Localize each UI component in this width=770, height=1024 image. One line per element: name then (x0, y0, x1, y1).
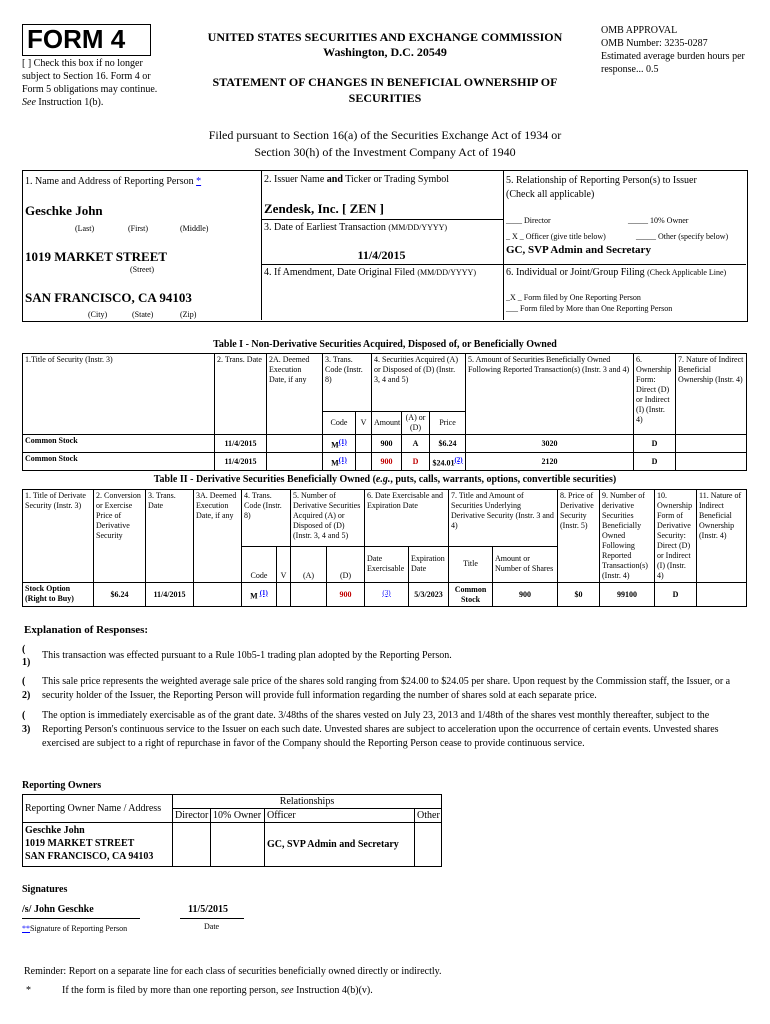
t2-title-a: Table II - Derivative Securities Beneficially Owned ( (153, 474, 376, 485)
reporting-city: SAN FRANCISCO, CA 94103 (25, 290, 192, 305)
t2-sh-a: (A) (291, 546, 327, 582)
t1-r1-price: $24.01 (432, 458, 455, 468)
table-row (23, 583, 747, 607)
checkbox-instr: Instruction 1(b). (38, 97, 104, 108)
t1-r0-nature (676, 435, 747, 453)
t2-r-form: D (655, 583, 697, 607)
t1-r1-code-cell (323, 453, 356, 471)
label-state: (State) (132, 310, 154, 319)
t1-r1-fn[interactable]: (1) (338, 455, 347, 464)
box6-label-text: 6. Individual or Joint/Group Filing (506, 267, 645, 278)
t2-h-owned: 9. Number of derivative Securities Beneficially Owned Following Reported Transaction(s) (Instr. 4) (600, 490, 655, 583)
t1-r1-title: Common Stock (23, 453, 215, 471)
label-street: (Street) (130, 265, 154, 274)
t2-title-eg: e.g. (375, 474, 391, 485)
t1-r1-nature (676, 453, 747, 471)
issuer-name: Zendesk, Inc. [ ZEN ] (264, 201, 384, 216)
rel-ten-pct[interactable]: _____ 10% Owner (628, 216, 689, 225)
t1-h-acquired: 4. Securities Acquired (A) or Disposed of (D) (Instr. 3, 4 and 5) (372, 354, 466, 412)
table-row (23, 435, 747, 453)
t2-r-title: Stock Option (Right to Buy) (23, 583, 94, 607)
box2-label-b: Ticker or Trading Symbol (345, 174, 450, 185)
t2-sh-title: Title (449, 546, 493, 582)
owner-city: SAN FRANCISCO, CA 94103 (25, 851, 154, 862)
footer-star: * (26, 985, 31, 996)
t2-h-form: 10. Ownership Form of Derivative Security: Direct (D) or Indirect (I) (Instr. 4) (655, 490, 697, 583)
t2-r-deemed (194, 583, 242, 607)
t2-r-v (277, 583, 291, 607)
box3-label (264, 222, 447, 233)
owners-heading: Reporting Owners (22, 780, 102, 791)
t1-h-nature: 7. Nature of Indirect Beneficial Ownership (Instr. 4) (676, 354, 747, 435)
t1-h-form: 6. Ownership Form: Direct (D) or Indirect (I) (Instr. 4) (634, 354, 676, 435)
t1-r0-v (356, 435, 372, 453)
divider-h3 (261, 219, 503, 220)
box3-label-text: 3. Date of Earliest Transaction (264, 222, 386, 233)
signature-date: 11/5/2015 (188, 904, 229, 915)
t2-r-d: 900 (327, 583, 365, 607)
note-1-num: ( 1) (22, 644, 31, 668)
t2-sh-exp: Expiration Date (409, 546, 449, 582)
t2-h-number: 5. Number of Derivative Securities Acquired (A) or Disposed of (D) (Instr. 3, 4 and 5) (291, 490, 365, 547)
t2-r-code-fn[interactable]: (1) (259, 588, 268, 597)
sig-label: Signature of Reporting Person (30, 924, 128, 933)
box4-label-text: 4. If Amendment, Date Original Filed (264, 267, 415, 278)
owner-address (23, 823, 173, 867)
t1-r0-code: M (331, 440, 339, 450)
t1-h-title: 1.Title of Security (Instr. 3) (23, 354, 215, 435)
t1-r1-price-fn[interactable]: (2) (454, 455, 463, 464)
table2-title (0, 474, 770, 485)
t1-r0-code-cell (323, 435, 356, 453)
t1-sh-code: Code (323, 412, 356, 435)
t1-r1-amount: 900 (372, 453, 402, 471)
divider-v2 (503, 170, 504, 320)
t1-sh-price: Price (430, 412, 466, 435)
box3-format: (MM/DD/YYYY) (388, 223, 448, 232)
t1-r1-ad: D (402, 453, 430, 471)
agency-name: UNITED STATES SECURITIES AND EXCHANGE COMMISSION (207, 30, 563, 44)
label-city: (City) (88, 310, 108, 319)
t2-h-deemed: 3A. Deemed Execution Date, if any (194, 490, 242, 583)
table2 (22, 489, 747, 607)
owner-name: Geschke John (25, 825, 85, 836)
t2-sh-exer: Date Exercisable (365, 546, 409, 582)
t2-r-exp: 5/3/2023 (409, 583, 449, 607)
box1-star[interactable]: * (196, 176, 202, 187)
note-1-text: This transaction was effected pursuant to a Rule 10b5-1 trading plan adopted by the Reporting Person. (42, 650, 452, 661)
t1-r1-owned: 2120 (466, 453, 634, 471)
officer-title: GC, SVP Admin and Secretary (506, 244, 651, 256)
signer-name: /s/ John Geschke (22, 904, 94, 915)
owner-street: 1019 MARKET STREET (25, 838, 135, 849)
box6-label (506, 267, 726, 278)
box2-label-a: 2. Issuer Name (264, 174, 325, 185)
note-3-text: The option is immediately exercisable as of the grant date. 3/48ths of the shares vested on July 23, 2013 and 1/48th of the shares vest monthly thereafter, subject to the Reporting Person's continuous service to the Issuer on each such date. Unvested shares are subject to acceleration upon the occurrence of certain events. Unvested shares exercised are subject to a right of repurchase in favor of the Company should the Reporting Person cease to provide continuous service. (42, 710, 719, 749)
note-3 (22, 709, 750, 751)
t1-r0-amount: 900 (372, 435, 402, 453)
t2-r-und-amount: 900 (493, 583, 558, 607)
owners-col-director: Director (173, 809, 211, 823)
reporting-street: 1019 MARKET STREET (25, 249, 168, 264)
box5-label-text: 5. Relationship of Reporting Person(s) to Issuer (506, 175, 697, 186)
note-2-num: ( 2) (22, 676, 31, 701)
label-zip: (Zip) (180, 310, 197, 319)
star-see: see (280, 985, 294, 996)
t1-r0-ad: A (402, 435, 430, 453)
owners-col-name: Reporting Owner Name / Address (23, 795, 173, 823)
date-line (180, 918, 244, 919)
divider-h4 (261, 264, 746, 265)
explanation-heading: Explanation of Responses: (24, 624, 149, 636)
sig-stars[interactable]: ** (22, 924, 30, 933)
t2-h-title: 1. Title of Derivate Security (Instr. 3) (23, 490, 94, 583)
t1-r1-v (356, 453, 372, 471)
box5-label (506, 174, 744, 202)
rel-other[interactable]: _____ Other (specify below) (636, 232, 729, 241)
box2-label (264, 174, 449, 185)
t1-r1-code: M (331, 458, 339, 468)
omb-burden: Estimated average burden hours per response... 0.5 (601, 51, 745, 75)
t1-r0-price: $6.24 (430, 435, 466, 453)
t2-r-a (291, 583, 327, 607)
box4-format: (MM/DD/YYYY) (417, 268, 476, 277)
t1-h-date: 2. Trans. Date (215, 354, 267, 435)
t2-r-exer-cell (365, 583, 409, 607)
statement-title: STATEMENT OF CHANGES IN BENEFICIAL OWNERSHIP OF SECURITIES (212, 75, 558, 105)
reporting-name: Geschke John (25, 203, 103, 218)
omb-block (601, 24, 751, 76)
filed-pursuant-2: Section 30(h) of the Investment Company Act of 1940 (254, 145, 516, 159)
t1-r1-price-cell (430, 453, 466, 471)
owners-col-ten: 10% Owner (211, 809, 265, 823)
t1-r0-deemed (267, 435, 323, 453)
owner-other (415, 823, 442, 867)
footer-star-note (62, 985, 373, 996)
star-text-a: If the form is filed by more than one reporting person, (62, 985, 279, 996)
t2-r-code: M (250, 591, 258, 601)
note-1 (22, 643, 750, 668)
label-middle: (Middle) (180, 224, 209, 233)
section16-checkbox-text[interactable] (22, 57, 172, 109)
owner-ten (211, 823, 265, 867)
box6-sub: (Check Applicable Line) (647, 268, 727, 277)
filed-pursuant-1: Filed pursuant to Section 16(a) of the Securities Exchange Act of 1934 or (208, 128, 562, 142)
note-2 (22, 675, 750, 703)
t1-r0-title: Common Stock (23, 435, 215, 453)
owners-col-officer: Officer (265, 809, 415, 823)
checkbox-text: [ ] Check this box if no longer subject to Section 16. Form 4 or Form 5 obligations may continue. (22, 58, 158, 95)
signature-label (22, 924, 127, 933)
star-text-b: Instruction 4(b)(v). (296, 985, 373, 996)
owner-director (173, 823, 211, 867)
box2-label-and: and (326, 174, 343, 185)
t2-sh-code: Code (242, 546, 277, 582)
box5-sub: (Check all applicable) (506, 189, 595, 200)
t2-h-conv: 2. Conversion or Exercise Price of Derivative Security (94, 490, 146, 583)
t2-h-exer: 6. Date Exercisable and Expiration Date (365, 490, 449, 547)
omb-number: OMB Number: 3235-0287 (601, 38, 708, 49)
t1-sh-ad: (A) or (D) (402, 412, 430, 435)
earliest-date: 11/4/2015 (357, 248, 406, 262)
table1-title: Table I - Non-Derivative Securities Acquired, Disposed of, or Beneficially Owned (213, 339, 557, 350)
filing-more-person[interactable]: ___ Form filed by More than One Reporting Person (506, 304, 673, 313)
note-3-num: ( 3) (22, 710, 31, 735)
t1-h-deemed: 2A. Deemed Execution Date, if any (267, 354, 323, 435)
t2-sh-v: V (277, 546, 291, 582)
table1 (22, 353, 747, 471)
checkbox-see: See (22, 97, 36, 108)
form-title: FORM 4 (27, 24, 126, 54)
box4-label (264, 267, 476, 278)
t2-r-dprice: $0 (558, 583, 600, 607)
date-label: Date (204, 922, 220, 931)
filing-one-person[interactable]: _X _ Form filed by One Reporting Person (506, 293, 641, 302)
table-row (23, 453, 747, 471)
table-row (23, 823, 442, 867)
rel-officer[interactable]: _ X _ Officer (give title below) (506, 232, 606, 241)
owner-officer: GC, SVP Admin and Secretary (265, 823, 415, 867)
t2-h-under: 7. Title and Amount of Securities Underlying Derivative Security (Instr. 3 and 4) (449, 490, 558, 547)
t2-r-owned: 99100 (600, 583, 655, 607)
note-2-text: This sale price represents the weighted average sale price of the shares sold ranging from $24.00 to $24.05 per share. Upon request by the Commission staff, the Issuer, or a security holder of the Issuer, the Reporting Person will provide full information regarding the number of shares sold at each separate price. (42, 676, 731, 701)
reminder: Reminder: Report on a separate line for each class of securities beneficially owned directly or indirectly. (24, 966, 442, 977)
signatures-heading: Signatures (22, 884, 68, 895)
t1-r0-fn[interactable]: (1) (338, 437, 347, 446)
t1-h-owned: 5. Amount of Securities Beneficially Owned Following Reported Transaction(s) (Instr. 3 and 4) (466, 354, 634, 435)
t1-r0-owned: 3020 (466, 435, 634, 453)
t2-r-code-cell (242, 583, 277, 607)
t2-h-date: 3. Trans. Date (146, 490, 194, 583)
box1-label-text: 1. Name and Address of Reporting Person (25, 176, 194, 187)
rel-director[interactable]: ____ Director (506, 216, 551, 225)
divider-v1 (261, 170, 262, 320)
t2-r-exer-fn[interactable]: (3) (382, 588, 391, 597)
t2-r-price: $6.24 (94, 583, 146, 607)
owners-col-other: Other (415, 809, 442, 823)
agency-city: Washington, D.C. 20549 (323, 45, 447, 59)
t2-title-b: , puts, calls, warrants, options, convertible securities) (390, 474, 617, 485)
t1-r1-deemed (267, 453, 323, 471)
t2-r-date: 11/4/2015 (146, 583, 194, 607)
t2-sh-d: (D) (327, 546, 365, 582)
t2-h-price: 8. Price of Derivative Security (Instr. 5) (558, 490, 600, 583)
t1-r0-form: D (634, 435, 676, 453)
owners-table (22, 794, 442, 867)
t2-sh-amount: Amount or Number of Shares (493, 546, 558, 582)
t1-r1-form: D (634, 453, 676, 471)
t2-h-code: 4. Trans. Code (Instr. 8) (242, 490, 291, 547)
label-last: (Last) (75, 224, 95, 233)
t1-sh-v: V (356, 412, 372, 435)
owners-col-rel: Relationships (173, 795, 442, 809)
t1-sh-amount: Amount (372, 412, 402, 435)
t1-r1-date: 11/4/2015 (215, 453, 267, 471)
t2-r-und-title: Common Stock (449, 583, 493, 607)
box1-label (25, 176, 201, 187)
t1-r0-date: 11/4/2015 (215, 435, 267, 453)
t1-h-code: 3. Trans. Code (Instr. 8) (323, 354, 372, 412)
t2-h-nature: 11. Nature of Indirect Beneficial Ownership (Instr. 4) (697, 490, 747, 583)
signature-line (22, 918, 140, 919)
omb-approval: OMB APPROVAL (601, 25, 678, 36)
label-first: (First) (128, 224, 148, 233)
t2-r-nature (697, 583, 747, 607)
